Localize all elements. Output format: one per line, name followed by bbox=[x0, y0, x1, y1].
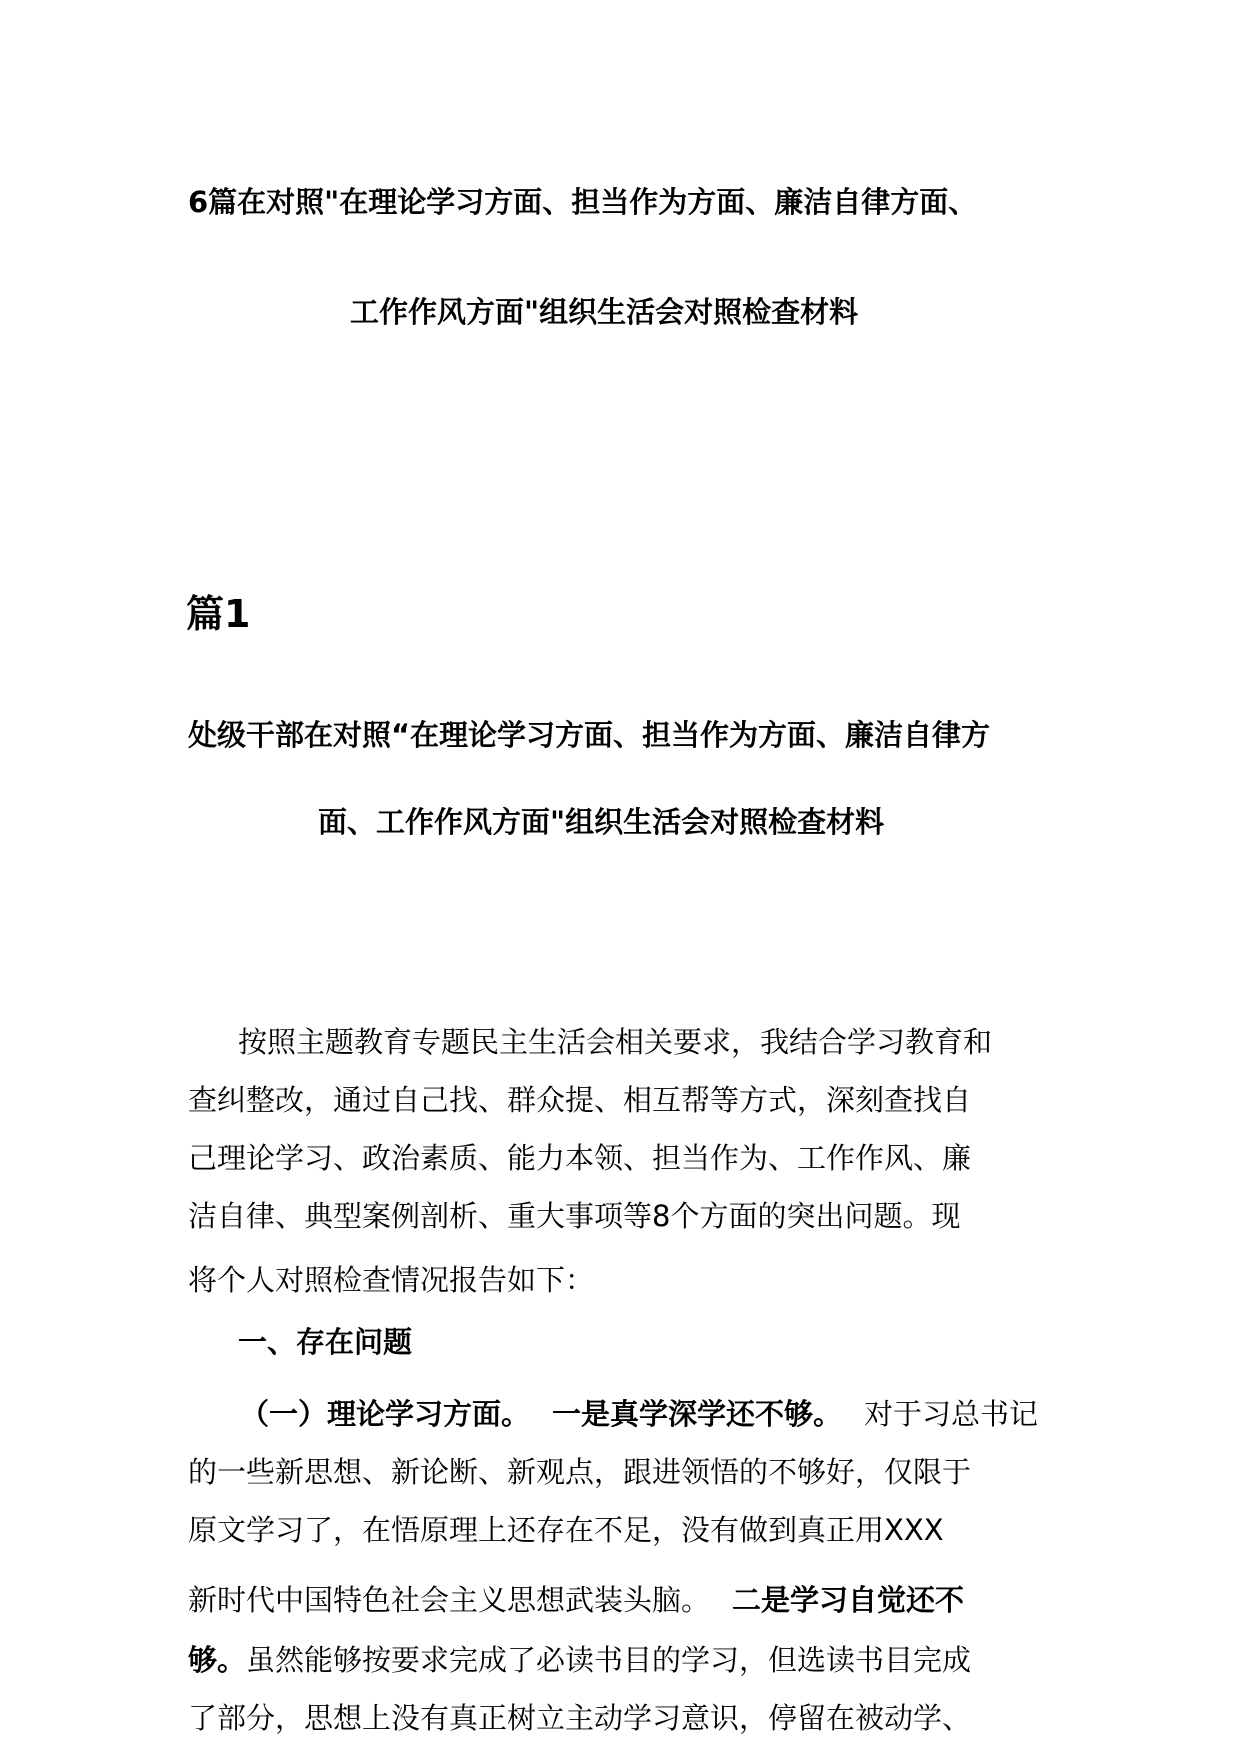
section1-line-5 bbox=[188, 1638, 971, 1679]
problems-heading-text: 一、存在问题 bbox=[238, 1325, 413, 1359]
point2-text: 虽然能够按要求完成了必读书目的学习，但选读书目完成 bbox=[246, 1643, 972, 1677]
intro-line-2: 查纠整改，通过自己找、群众提、相互帮等方式，深刻查找自 bbox=[188, 1083, 972, 1117]
document-title-line-2: 工作作风方面"组织生活会对照检查材料 bbox=[350, 295, 859, 329]
intro-line-5: 将个人对照检查情况报告如下： bbox=[188, 1263, 595, 1297]
point2-title-start: 二是学习自觉还不 bbox=[732, 1583, 965, 1617]
intro-line-1: 按照主题教育专题民主生活会相关要求，我结合学习教育和 bbox=[238, 1025, 993, 1059]
point1-text-end: 新时代中国特色社会主义思想武装头脑。 bbox=[188, 1583, 711, 1617]
section1-line-1 bbox=[240, 1392, 1038, 1433]
section1-line-3: 原文学习了，在悟原理上还存在不足，没有做到真正用XXX bbox=[188, 1513, 944, 1547]
intro-line-3: 己理论学习、政治素质、能力本领、担当作为、工作作风、廉 bbox=[188, 1141, 972, 1175]
point1-title: 一是真学深学还不够。 bbox=[552, 1397, 843, 1431]
section1-line-6: 了部分，思想上没有真正树立主动学习意识，停留在被动学、 bbox=[188, 1701, 972, 1735]
intro-line-4: 洁自律、典型案例剖析、重大事项等8个方面的突出问题。现 bbox=[188, 1199, 961, 1233]
document-title-line-1: 6篇在对照"在理论学习方面、担当作为方面、廉洁自律方面、 bbox=[188, 185, 978, 219]
point2-title-end: 够。 bbox=[188, 1643, 247, 1677]
section1-line-4 bbox=[188, 1578, 964, 1619]
subtitle-line-1: 处级干部在对照“在理论学习方面、担当作为方面、廉洁自律方 bbox=[188, 718, 991, 752]
problems-heading bbox=[238, 1320, 412, 1361]
section-label: 篇1 bbox=[186, 592, 251, 636]
section1-line-2: 的一些新思想、新论断、新观点，跟进领悟的不够好，仅限于 bbox=[188, 1455, 972, 1489]
section1-heading: （一）理论学习方面。 bbox=[240, 1397, 531, 1431]
point1-text-start: 对于习总书记 bbox=[864, 1397, 1039, 1431]
subtitle-line-2: 面、工作作风方面"组织生活会对照检查材料 bbox=[318, 805, 885, 839]
